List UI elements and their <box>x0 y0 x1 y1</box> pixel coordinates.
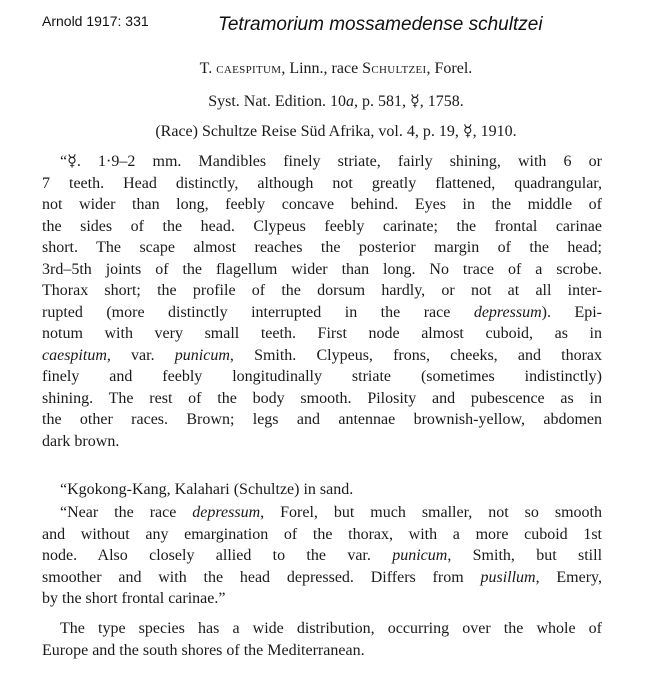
comparison-line: node. Also closely allied to the var. punicum, Smith, but still <box>42 547 603 564</box>
heading-line-3: (Race) Schultze Reise Süd Afrika, vol. 4, p. 19, ☿, 1910. <box>155 123 517 140</box>
description-paragraph <box>42 151 602 452</box>
comparison-line: smoother and with the head depressed. Differs from pusillum, Emery, <box>42 568 603 586</box>
distribution-line: The type species has a wide distribution, occurring over the whole of <box>60 620 602 637</box>
description-line: rupted (more distinctly interrupted in the race depressum). Epi- <box>42 303 603 321</box>
description-line: not wider than long, feebly concave behind. Eyes in the middle of <box>42 196 602 213</box>
distribution-line: Europe and the south shores of the Mediterranean. <box>42 641 365 659</box>
description-line: shining. The rest of the body smooth. Pilosity and pubescence as in <box>42 389 602 407</box>
description-line: 7 teeth. Head distinctly, although not greatly flattened, quadrangular, <box>42 174 602 192</box>
comparison-line: by the short frontal carinae.” <box>42 590 226 607</box>
heading-line-2: Syst. Nat. Edition. 10a, p. 581, ☿, 1758. <box>208 93 464 110</box>
citation-label: Arnold 1917: 331 <box>42 13 149 29</box>
comparison-line: “Near the race depressum, Forel, but much smaller, not so smooth <box>60 504 602 521</box>
comparison-paragraph <box>42 502 602 610</box>
locality-paragraph <box>42 479 602 501</box>
description-line: 3rd–5th joints of the flagellum wider than long. No trace of a scrobe. <box>42 260 602 278</box>
distribution-paragraph <box>42 618 602 661</box>
description-line: caespitum, var. punicum, Smith. Clypeus, frons, cheeks, and thorax <box>42 346 603 364</box>
description-line: short. The scape almost reaches the posterior margin of the head; <box>42 239 602 256</box>
description-line: Thorax short; the profile of the dorsum hardly, or not at all inter- <box>42 282 602 299</box>
description-line: the other races. Brown; legs and antennae brownish-yellow, abdomen <box>42 411 602 428</box>
description-line: dark brown. <box>42 432 120 450</box>
description-line: notum with very small teeth. First node almost cuboid, as in <box>42 325 602 342</box>
description-line: “☿. 1·9–2 mm. Mandibles finely striate, fairly shining, with 6 or <box>60 153 602 170</box>
taxon-title: Tetramorium mossamedense schultzei <box>218 14 543 35</box>
comparison-line: and without any emargination of the thorax, with a more cuboid 1st <box>42 525 602 543</box>
heading-line-1: T. caespitum, Linn., race Schultzei, Forel. <box>199 60 473 77</box>
locality-line: “Kgokong-Kang, Kalahari (Schultze) in sand. <box>60 481 354 498</box>
description-line: the sides of the head. Clypeus feebly carinate; the frontal carinae <box>42 217 602 235</box>
description-line: finely and feebly longitudinally striate (sometimes indistinctly) <box>42 368 602 385</box>
